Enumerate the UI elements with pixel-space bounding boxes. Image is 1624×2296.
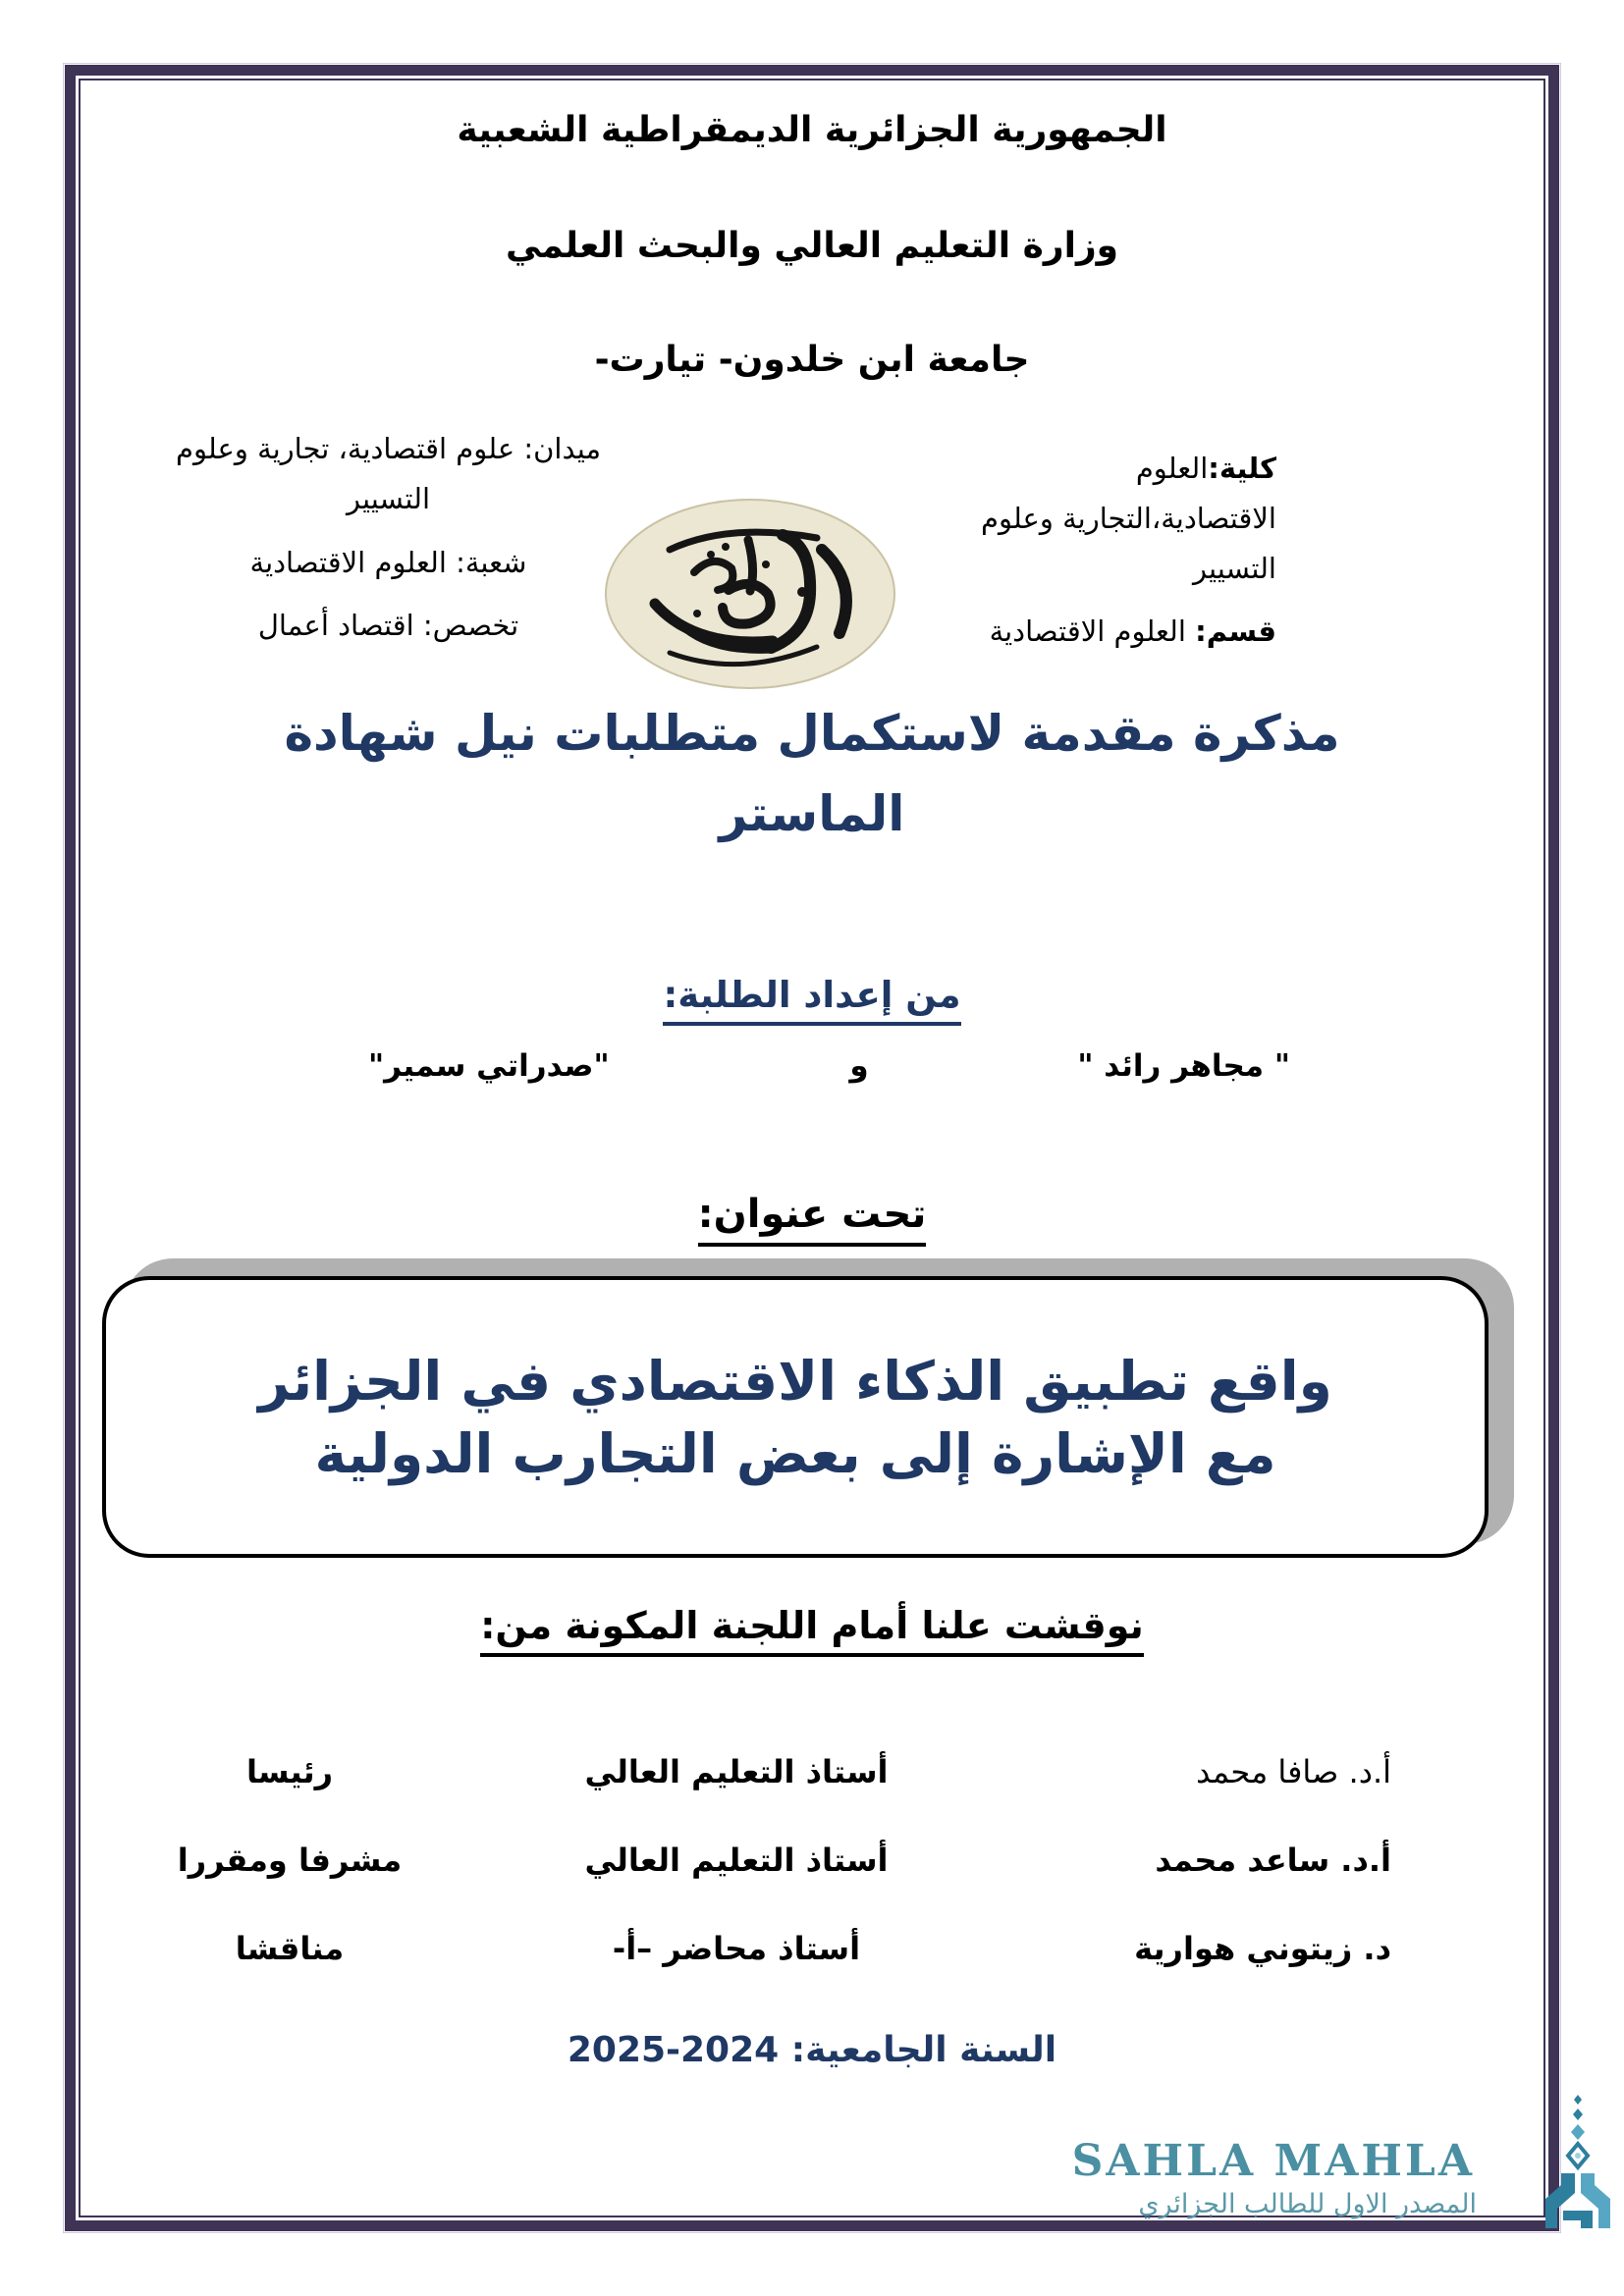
ministry-title: وزارة التعليم العالي والبحث العلمي — [505, 226, 1119, 266]
committee-heading-text: نوقشت علنا أمام اللجنة المكونة من: — [480, 1604, 1144, 1657]
committee-row — [69, 1753, 1555, 1810]
committee-member-role: مشرفا ومقررا — [177, 1842, 403, 1879]
prepared-by-heading-text: من إعداد الطلبة: — [663, 974, 960, 1026]
committee-member-rank: أستاذ التعليم العالي — [584, 1842, 889, 1879]
committee-member-name: أ.د. ساعد محمد — [1155, 1842, 1391, 1879]
degree-heading — [0, 705, 1624, 842]
faculty-value: العلوم الاقتصادية،التجارية وعلوم التسيير — [981, 452, 1276, 585]
field-of-study: ميدان: علوم اقتصادية، تجارية وعلوم التسيير — [176, 432, 601, 515]
thesis-title-line2: مع الإشارة إلى بعض التجارب الدولية — [314, 1421, 1276, 1485]
committee-member-name: أ.د. صافا محمد — [1196, 1753, 1391, 1790]
thesis-title-line1: واقع تطبيق الذكاء الاقتصادي في الجزائر — [258, 1349, 1332, 1413]
student-name-left: "صدراتي سمير" — [368, 1048, 610, 1084]
under-title-heading — [0, 1192, 1624, 1247]
academic-year: السنة الجامعية: 2024‏-‏2025 — [567, 2030, 1057, 2070]
department-value: العلوم الاقتصادية — [989, 614, 1196, 649]
watermark-tagline: المصدر الاول للطالب الجزائري — [1138, 2189, 1477, 2219]
student-name-right: " مجاهر رائد " — [1077, 1048, 1290, 1084]
degree-heading-line1: مذكرة مقدمة لاستكمال متطلبات نيل شهادة — [284, 705, 1340, 762]
watermark-brand-text: SAHLA MAHLA — [1071, 2136, 1475, 2186]
prepared-by-heading — [0, 974, 1624, 1026]
committee-member-name: د. زيتوني هوارية — [1134, 1930, 1391, 1967]
faculty-line — [918, 444, 1276, 593]
committee-row — [69, 1842, 1555, 1898]
page-border-frame — [65, 65, 1559, 2231]
under-title-heading-text: تحت عنوان: — [698, 1192, 927, 1247]
sahla-mahla-emblem-icon — [1532, 2093, 1624, 2235]
specialty-of-study: تخصص: اقتصاد أعمال — [257, 609, 519, 643]
committee-member-role: رئيسا — [245, 1753, 334, 1790]
committee-member-rank: أستاذ التعليم العالي — [584, 1753, 889, 1790]
branch-of-study: شعبة: العلوم الاقتصادية — [249, 545, 527, 579]
students-conjunction: و — [849, 1048, 869, 1084]
faculty-label: كلية: — [1208, 452, 1276, 485]
department-line — [918, 607, 1276, 657]
thesis-title-box — [102, 1276, 1489, 1558]
committee-row — [69, 1930, 1555, 1987]
degree-heading-line2: الماستر — [719, 785, 905, 842]
committee-member-role: مناقشا — [235, 1930, 345, 1967]
committee-member-rank: أستاذ محاضر –أ- — [612, 1930, 861, 1967]
republic-title: الجمهورية الجزائرية الديمقراطية الشعبية — [457, 110, 1167, 150]
university-name: جامعة ابن خلدون- تيارت- — [594, 340, 1030, 380]
study-info-left-column — [165, 424, 612, 665]
university-seal-icon — [601, 496, 900, 692]
department-label: قسم: — [1195, 614, 1276, 649]
faculty-info-right-column — [918, 444, 1276, 670]
committee-heading — [0, 1604, 1624, 1657]
